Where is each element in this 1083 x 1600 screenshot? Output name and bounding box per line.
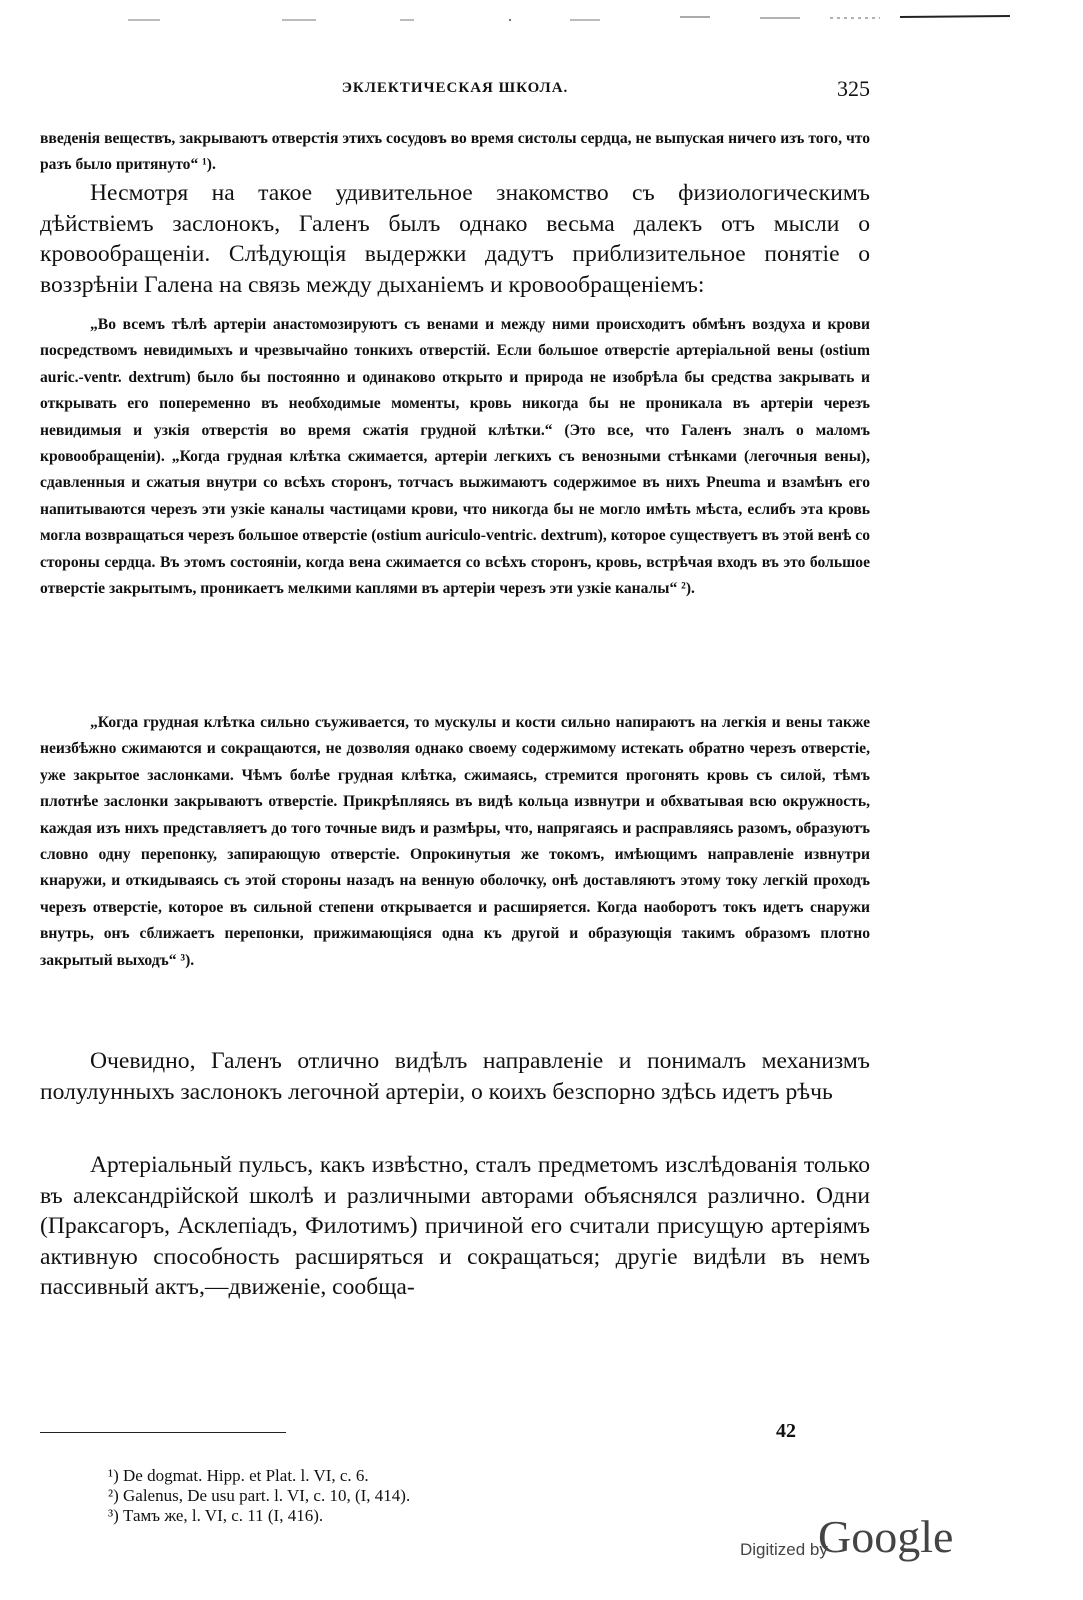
- scan-edge-marks: [0, 6, 1083, 24]
- footnote-1: ¹) De dogmat. Hipp. et Plat. l. VI, c. 6.: [108, 1466, 369, 1485]
- footnotes: [108, 1466, 410, 1526]
- google-logo: Google: [818, 1511, 954, 1562]
- watermark-prefix: Digitized by: [740, 1540, 828, 1559]
- running-header: [40, 76, 870, 106]
- paragraph-main-2: Очевидно, Галенъ отлично видѣлъ направленіе и понималъ механизмъ полулунныхъ заслонокъ легочной артеріи, о коихъ безспорно здѣсь идетъ рѣчь: [40, 1048, 870, 1105]
- paragraph-continuation: введенія веществъ, закрываютъ отверстія этихъ сосудовъ во время систолы сердца, не выпуская ничего изъ того, что разъ было притянуто“ ¹).: [40, 130, 870, 174]
- footnote-2: ²) Galenus, De usu part. l. VI, c. 10, (I, 414).: [108, 1486, 411, 1505]
- running-head: ЭКЛЕКТИЧЕСКАЯ ШКОЛА.: [341, 80, 569, 96]
- sheet-number: 42: [776, 1420, 796, 1442]
- paragraph-main-3: Артеріальный пульсъ, какъ извѣстно, сталъ предметомъ изслѣдованія только въ александрійской школѣ и различными авторами объяснялся различно. Одни (Праксагоръ, Асклепіадъ, Филотимъ) причиной его считали присущую артеріямъ активную способность расширяться и сокращаться; другіе видѣли въ немъ пассивный актъ,—движеніе, сообща-: [40, 1152, 870, 1300]
- page-number: 325: [837, 76, 870, 101]
- paragraph-main-1: Несмотря на такое удивительное знакомство съ физиологическимъ дѣйствіемъ заслонокъ, Галенъ былъ однако весьма далекъ отъ мысли о кровообращеніи. Слѣдующія выдержки дадутъ приблизительное понятіе о воззрѣніи Галена на связь между дыханіемъ и кровообращеніемъ:: [40, 180, 870, 298]
- footnote-3: ³) Тамъ же, l. VI, c. 11 (I, 416).: [108, 1506, 324, 1525]
- footnote-divider: [40, 1432, 286, 1433]
- quote-paragraph-1: „Во всемъ тѣлѣ артеріи анастомозируютъ съ венами и между ними происходитъ обмѣнъ воздуха и крови посредствомъ невидимыхъ и чрезвычайно тонкихъ отверстій. Если большое отверстіе артеріальной вены (ostium auric.-ventr. dextrum) было бы постоянно и одинаково открыто и природа не изобрѣла бы средства закрывать и открывать его попеременно въ необходимые моменты, кровь никогда бы не проникала въ артеріи черезъ невидимыя и узкія отверстія во время сжатія грудной клѣтки.“ (Это все, что Галенъ зналъ о маломъ кровообращеніи). „Когда грудная клѣтка сжимается, артеріи легкихъ съ венозными стѣнками (легочныя вены), сдавленныя и сжатыя внутри со всѣхъ сторонъ, тотчасъ выжимаютъ содержимое въ нихъ Pneuma и взамѣнъ его напитываются черезъ эти узкіе каналы частицами крови, что никогда бы не могло имѣть мѣста, еслибъ эта кровь могла возвращаться черезъ большое отверстіе (ostium auriculo-ventric. dextrum), которое существуетъ въ этой венѣ со стороны сердца. Въ этомъ состояніи, когда вена сжимается со всѣхъ сторонъ, кровь, встрѣчая входъ въ это большое отверстіе закрытымъ, проникаетъ мелкими каплями въ артеріи черезъ эти узкіе каналы“ ²).: [40, 316, 870, 598]
- quote-paragraph-2: „Когда грудная клѣтка сильно съуживается, то мускулы и кости сильно напираютъ на легкія и вены также неизбѣжно сжимаются и сокращаются, не дозволяя однако своему содержимому истекать обратно черезъ отверстіе, уже закрытое заслонками. Чѣмъ болѣе грудная клѣтка, сжимаясь, стремится прогонять кровь съ силой, тѣмъ плотнѣе заслонки закрываютъ отверстіе. Прикрѣпляясь въ видѣ кольца извнутри и обхватывая всю окружность, каждая изъ нихъ представляетъ до того точные видъ и размѣры, что, напрягаясь и расправляясь разомъ, образуютъ словно одну перепонку, запирающую отверстіе. Опрокинутыя же токомъ, имѣющимъ направленіе извнутри кнаружи, и откидываясь съ этой стороны назадъ на венную оболочку, онѣ доставляютъ этому току легкій проходъ черезъ отверстіе, которое въ сильной степени открывается и расширяется. Когда наоборотъ токъ идетъ снаружи внутрь, онъ сближаетъ перепонки, прижимающіяся одна къ другой и образующія такимъ образомъ плотно закрытый выходъ“ ³).: [40, 714, 870, 969]
